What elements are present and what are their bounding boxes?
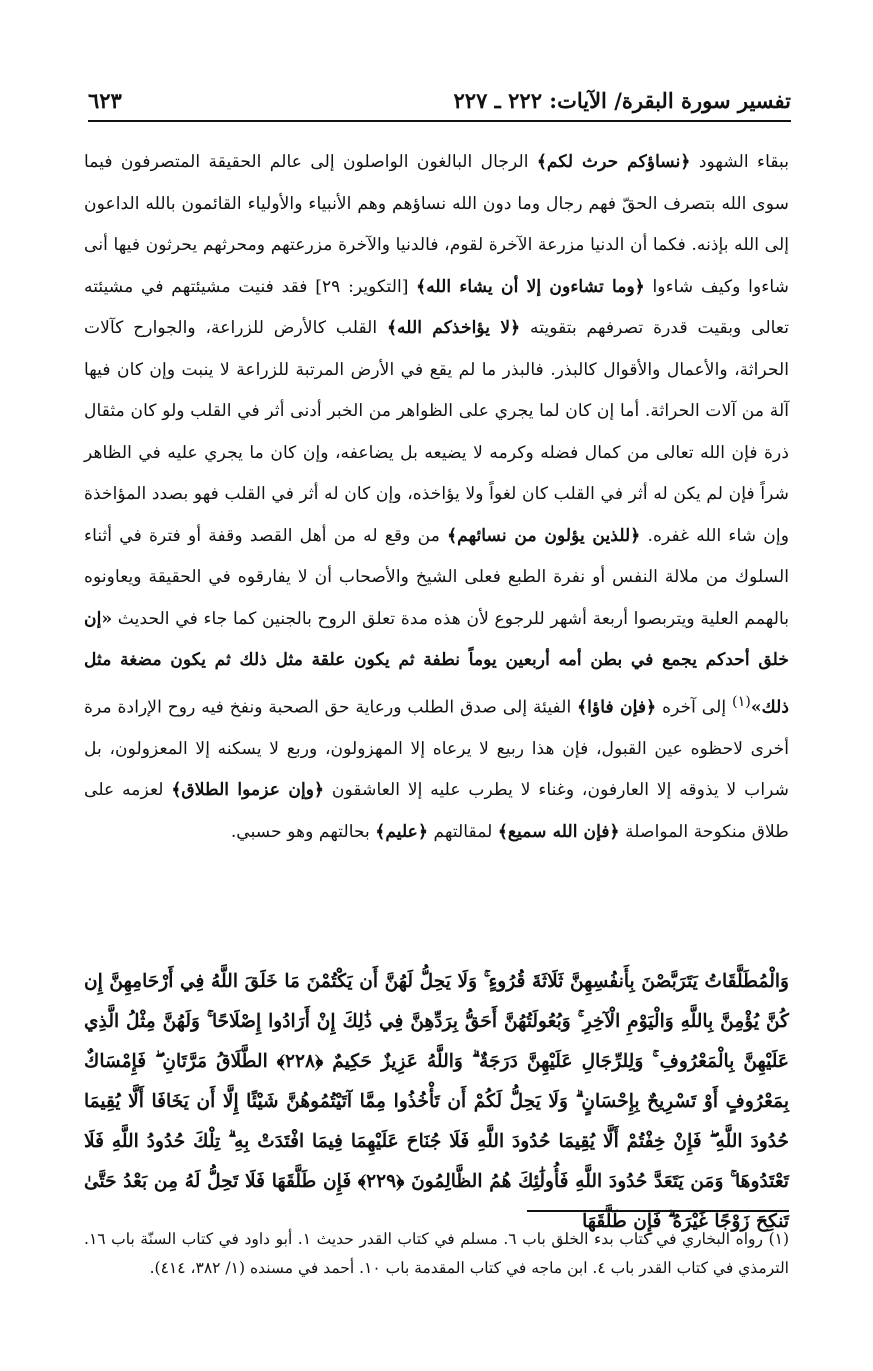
text-run: [التكوير: ٢٩] فقد فنيت مشيئتهم في مشيئته تعالى وبقيت قدرة تصرفهم بتقويته: [84, 276, 789, 338]
quran-verses: [84, 962, 789, 1242]
quoted-text: ﴿عليم﴾: [375, 821, 429, 842]
quran-verses-text: وَالْمُطَلَّقَاتُ يَتَرَبَّصْنَ بِأَنفُسِهِنَّ ثَلَاثَةَ قُرُوءٍ ۚ وَلَا يَحِلُّ لَهُنَّ أَن يَكْتُمْنَ مَا خَلَقَ اللَّهُ فِي أَرْحَامِهِنَّ إِن كُنَّ يُؤْمِنَّ بِاللَّهِ وَالْيَوْمِ الْآخِرِ ۚ وَبُعُولَتُهُنَّ أَحَقُّ بِرَدِّهِنَّ فِي ذَٰلِكَ إِنْ أَرَادُوا إِصْلَاحًا ۚ وَلَهُنَّ مِثْلُ الَّذِي عَلَيْهِنَّ بِالْمَعْرُوفِ ۚ وَلِلرِّجَالِ عَلَيْهِنَّ دَرَجَةٌ ۗ وَاللَّهُ عَزِيزٌ حَكِيمٌ ﴿٢٢٨﴾ الطَّلَاقُ مَرَّتَانِ ۖ فَإِمْسَاكٌ بِمَعْرُوفٍ أَوْ تَسْرِيحٌ بِإِحْسَانٍ ۗ وَلَا يَحِلُّ لَكُمْ أَن تَأْخُذُوا مِمَّا آتَيْتُمُوهُنَّ شَيْئًا إِلَّا أَن يَخَافَا أَلَّا يُقِيمَا حُدُودَ اللَّهِ ۖ فَإِنْ خِفْتُمْ أَلَّا يُقِيمَا حُدُودَ اللَّهِ فَلَا جُنَاحَ عَلَيْهِمَا فِيمَا افْتَدَتْ بِهِ ۗ تِلْكَ حُدُودُ اللَّهِ فَلَا تَعْتَدُوهَا ۚ وَمَن يَتَعَدَّ حُدُودَ اللَّهِ فَأُولَٰئِكَ هُمُ الظَّالِمُونَ ﴿٢٢٩﴾ فَإِن طَلَّقَهَا فَلَا تَحِلُّ لَهُ مِن بَعْدُ حَتَّىٰ تَنكِحَ زَوْجًا غَيْرَهُ ۗ فَإِن طَلَّقَهَا: [84, 971, 789, 1232]
running-title: تفسير سورة البقرة/ الآيات: ٢٢٢ ـ ٢٢٧: [453, 88, 791, 113]
quoted-text: ﴿للذين يؤلون من نسائهم﴾: [447, 525, 641, 546]
text-run: الرجال البالغون الواصلون إلى عالم الحقيقة المتصرفون فيما سوى الله بتصرف الحقّ فهم رجال وما دون الله نساؤهم وهم الأنبياء والأولياء القائمون بالله الداعون إلى الله بإذنه. فكما أن الدنيا مزرعة الآخرة لقوم، فالدنيا والآخرة مزرعتهم ومحرثهم يحرثون فيها أنى شاءوا وكيف شاءوا: [84, 152, 789, 297]
commentary-paragraph: [84, 142, 789, 853]
text-run: لمقالتهم: [428, 821, 498, 842]
footnote-marker: (١): [732, 693, 751, 710]
text-run: من وقع له من أهل القصد وقفة أو فترة في أثناء السلوك من ملالة النفس أو نفرة الطبع فعلى الشيخ والأصحاب أن لا يفارقوه في الحقيقة ويعاونوه بالهمم العلية ويتربصوا أربعة أشهر للرجوع لأن هذه مدة تعلق الروح بالجنين كما جاء في الحديث: [84, 525, 789, 629]
text-run: الفيئة إلى صدق الطلب ورعاية حق الصحبة ونفخ فيه روح الإرادة مرة أخرى لاحظوه عين القبول، فإن هذا ربيع لا يرعاه إلا المهزولون، وربع لا يسكنه إلا المعزولون، بل شراب لا يذوقه إلا العارفون، وغناء لا يطرب عليه إلا العاشقون: [84, 697, 789, 801]
page-number: ٦٢٣: [88, 88, 122, 113]
quoted-text: ﴿فإن فاؤا﴾: [577, 697, 657, 718]
quoted-text: ﴿نساؤكم حرث لكم﴾: [536, 152, 691, 172]
footnote: [84, 1225, 789, 1283]
quoted-text: ﴿وإن عزموا الطلاق﴾: [171, 780, 325, 801]
text-run: القلب كالأرض للزراعة، والجوارح كآلات الحراثة، والأعمال والأقوال كالبذر. فالبذر ما لم يقع في الأرض المرتبة للزراعة لا ينبت وإن كان فيها آلة من آلات الحراثة. أما إن كان لما يجري على الظواهر من الخبر أدنى أثر في القلب ولو كان مثقال ذرة فإن الله تعالى من كمال فضله وكرمه لا يضيعه بل يضاعفه، وإن كان ما يجري عليه في الظاهر شراً فإن لم يكن له أثر في القلب كان لغواً ولا يؤاخذه، وإن كان له أثر في القلب فهو بصدد المؤاخذة وإن شاء الله غفره.: [84, 318, 789, 546]
main-commentary: [84, 142, 789, 853]
quoted-text: «إن خلق أحدكم يجمع في بطن أمه أربعين يوماً نطفة ثم يكون علقة مثل ذلك ثم يكون مضغة مثل ذلك»: [84, 608, 790, 718]
quoted-text: ﴿فإن الله سميع﴾: [497, 821, 620, 842]
quoted-text: ﴿لا يؤاخذكم الله﴾: [386, 318, 521, 338]
footnote-separator: [527, 1210, 789, 1212]
text-run: لعزمه على طلاق منكوحة المواصلة: [84, 780, 789, 842]
text-run: إلى آخره: [656, 697, 732, 718]
footnote-text: (١) رواه البخاري في كتاب بدء الخلق باب ٦. مسلم في كتاب القدر حديث ١. أبو داود في كتاب السنّة باب ١٦. الترمذي في كتاب القدر باب ٤. ابن ماجه في كتاب المقدمة باب ١٠. أحمد في مسنده (١/ ٣٨٢، ٤١٤).: [84, 1230, 790, 1277]
quoted-text: ﴿وما تشاءون إلا أن يشاء الله﴾: [416, 276, 645, 297]
text-run: ببقاء الشهود: [690, 152, 790, 172]
page-header: [88, 84, 791, 122]
text-run: بحالتهم وهو حسبي.: [230, 821, 376, 842]
